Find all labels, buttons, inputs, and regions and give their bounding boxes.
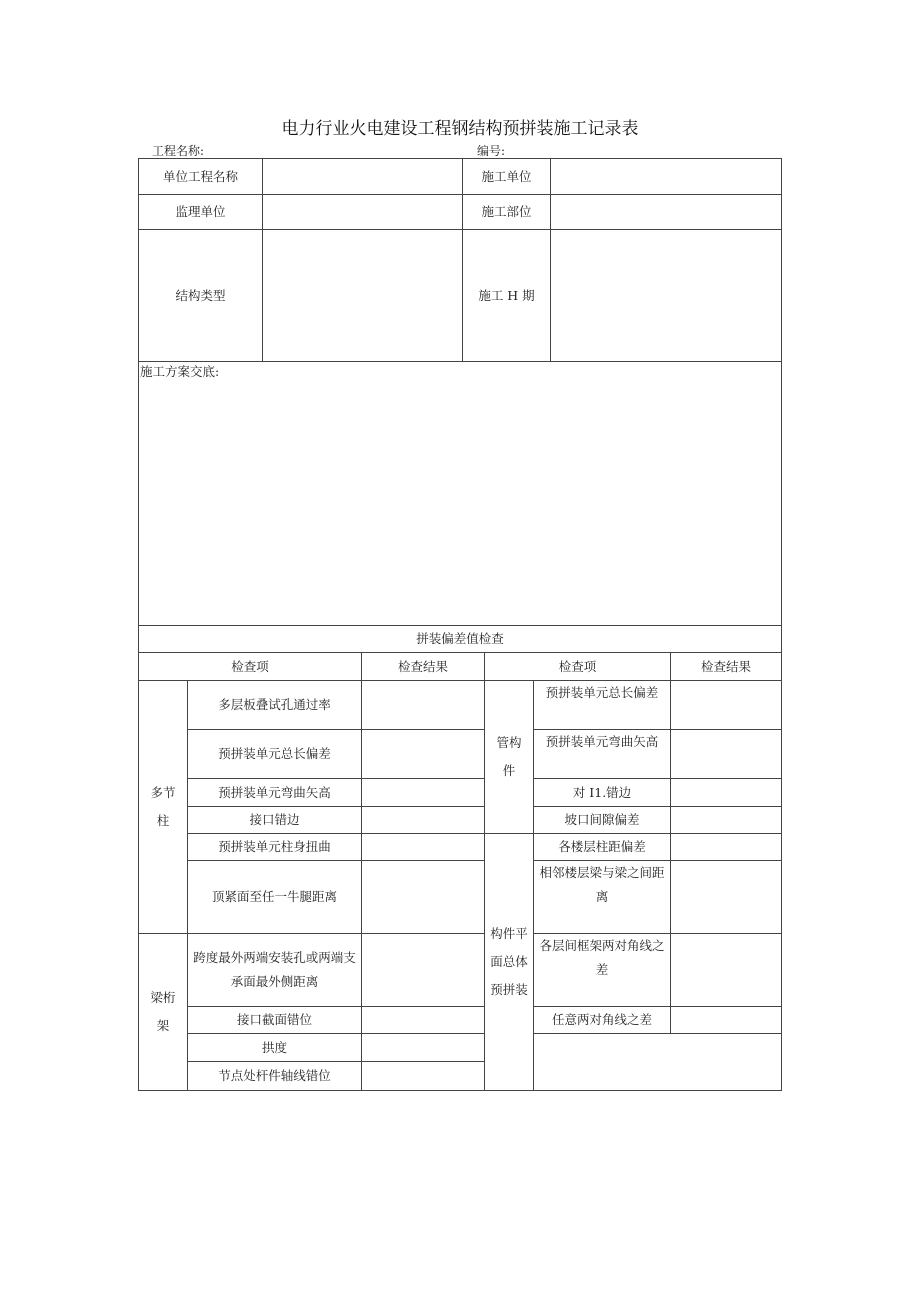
left-result[interactable] — [362, 834, 485, 861]
left-result[interactable] — [362, 934, 485, 1007]
left-result[interactable] — [362, 730, 485, 779]
right-result[interactable] — [671, 934, 782, 1007]
supervision-unit-field[interactable] — [263, 195, 463, 230]
right-result[interactable] — [671, 861, 782, 934]
left-item: 顶紧面至任一牛腿距离 — [188, 861, 362, 934]
info-table — [138, 158, 782, 626]
check-table — [138, 625, 782, 1091]
right-empty-cell — [534, 1034, 782, 1091]
left-result[interactable] — [362, 779, 485, 807]
right-item: 任意两对角线之差 — [534, 1007, 671, 1034]
supervision-unit-label: 监理单位 — [139, 195, 263, 230]
right-item: 对 I1.错边 — [534, 779, 671, 807]
unit-project-field[interactable] — [263, 159, 463, 195]
right-result[interactable] — [671, 1007, 782, 1034]
construction-unit-field[interactable] — [551, 159, 782, 195]
col-header-item-2: 检查项 — [485, 653, 671, 681]
right-result[interactable] — [671, 834, 782, 861]
group-pipe: 管构 件 — [485, 681, 534, 834]
right-result[interactable] — [671, 779, 782, 807]
construction-part-field[interactable] — [551, 195, 782, 230]
left-item: 跨度最外两端安装孔或两端支 承面最外侧距离 — [188, 934, 362, 1007]
check-section-title: 拼装偏差值检查 — [139, 626, 782, 653]
left-item: 预拼装单元总长偏差 — [188, 730, 362, 779]
right-item: 预拼装单元弯曲矢高 — [534, 730, 671, 779]
right-result[interactable] — [671, 730, 782, 779]
right-item: 各楼层柱距偏差 — [534, 834, 671, 861]
left-result[interactable] — [362, 1062, 485, 1091]
group-beam-truss: 梁桁 架 — [139, 934, 188, 1091]
left-result[interactable] — [362, 1007, 485, 1034]
left-item: 预拼装单元柱身扭曲 — [188, 834, 362, 861]
group-plane-assembly: 构件平 面总体 预拼装 — [485, 834, 534, 1091]
plan-area[interactable] — [139, 362, 782, 626]
structure-type-field[interactable] — [263, 230, 463, 362]
left-result[interactable] — [362, 681, 485, 730]
left-item: 节点处杆件轴线错位 — [188, 1062, 362, 1091]
structure-type-label: 结构类型 — [139, 230, 263, 362]
left-item: 接口截面错位 — [188, 1007, 362, 1034]
left-result[interactable] — [362, 807, 485, 834]
group-multi-column: 多节 柱 — [139, 681, 188, 934]
right-item: 相邻楼层梁与梁之间距 离 — [534, 861, 671, 934]
col-header-result: 检查结果 — [362, 653, 485, 681]
plan-label: 施工方案交底: — [140, 364, 220, 379]
construction-date-label: 施工 H 期 — [463, 230, 551, 362]
unit-project-label: 单位工程名称 — [139, 159, 263, 195]
left-result[interactable] — [362, 861, 485, 934]
left-result[interactable] — [362, 1034, 485, 1062]
number-label: 编号: — [477, 144, 506, 158]
col-header-item: 检查项 — [139, 653, 362, 681]
project-name-label: 工程名称: — [152, 144, 205, 158]
right-item: 预拼装单元总长偏差 — [534, 681, 671, 730]
construction-part-label: 施工部位 — [463, 195, 551, 230]
right-result[interactable] — [671, 807, 782, 834]
left-item: 多层板叠试孔通过率 — [188, 681, 362, 730]
construction-unit-label: 施工单位 — [463, 159, 551, 195]
left-item: 接口错边 — [188, 807, 362, 834]
construction-date-field[interactable] — [551, 230, 782, 362]
right-result[interactable] — [671, 681, 782, 730]
left-item: 预拼装单元弯曲矢高 — [188, 779, 362, 807]
col-header-result-2: 检查结果 — [671, 653, 782, 681]
left-item: 拱度 — [188, 1034, 362, 1062]
right-item: 各层间框架两对角线之 差 — [534, 934, 671, 1007]
right-item: 坡口间隙偏差 — [534, 807, 671, 834]
page-title: 电力行业火电建设工程钢结构预拼装施工记录表 — [281, 119, 639, 139]
